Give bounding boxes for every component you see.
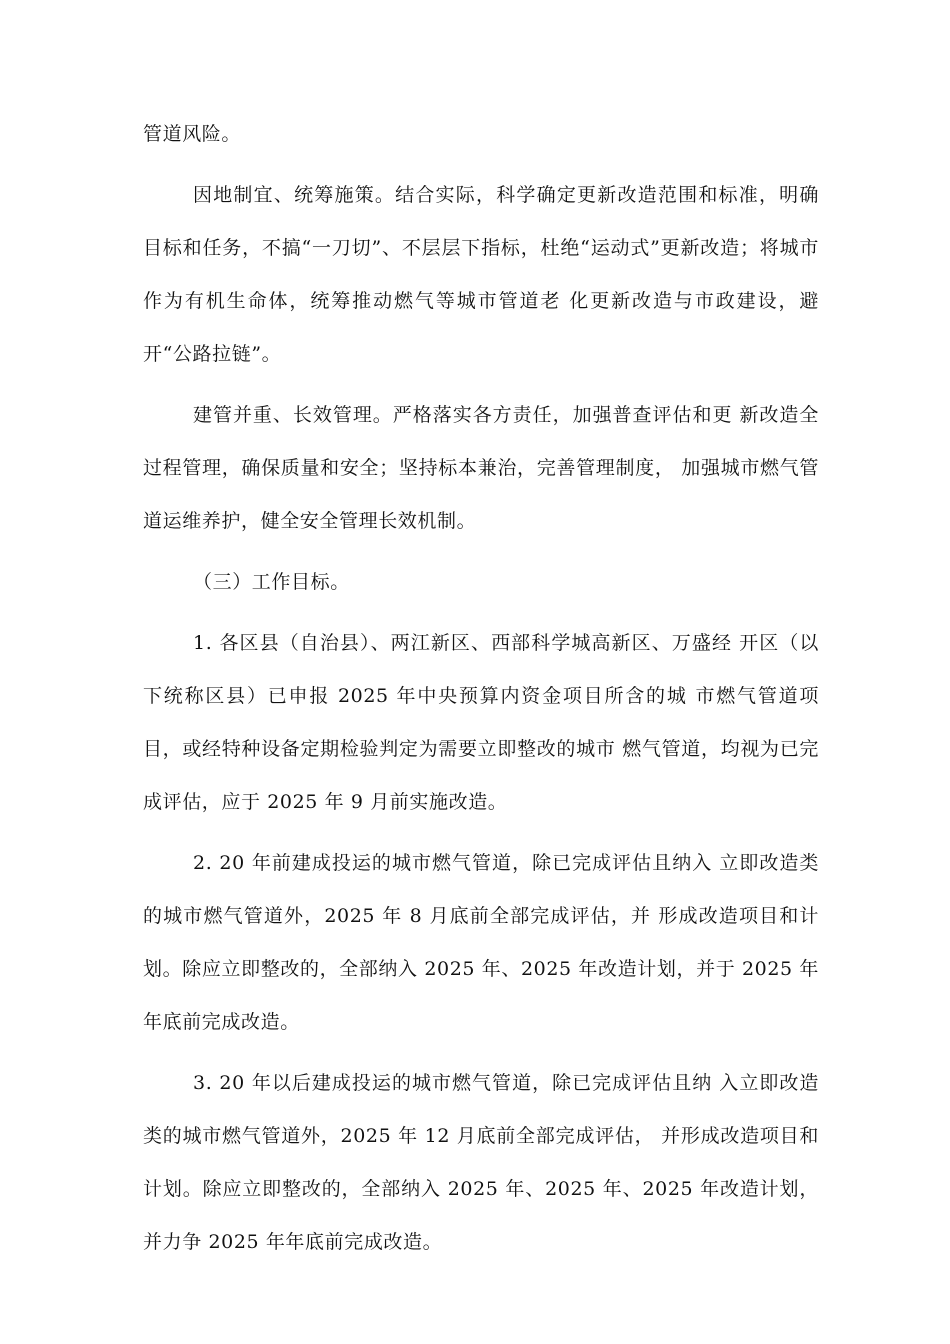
body-text	[143, 108, 819, 1269]
goal-item-2: 2. 20 年前建成投运的城市燃气管道，除已完成评估且纳入 立即改造类的城市燃气管道外，2025 年 8 月底前全部完成评估，并 形成改造项目和计划。除应立即整改的，全部纳入 2025 年、2025 年改造计划，并于 2025 年年底前完成改造。	[143, 852, 819, 1033]
paragraph-principle-local-conditions: 因地制宜、统筹施策。结合实际，科学确定更新改造范围和标准，明确目标和任务，不搞“一刀切”、不层层下指标，杜绝“运动式”更新改造；将城市作为有机生命体，统筹推动燃气等城市管道老 化更新改造与市政建设，避开“公路拉链”。	[143, 184, 819, 365]
goal-item-1: 1. 各区县（自治县）、两江新区、西部科学城高新区、万盛经 开区（以下统称区县）已申报 2025 年中央预算内资金项目所含的城 市燃气管道项目，或经特种设备定期检验判定为需要立即整改的城市 燃气管道，均视为已完成评估，应于 2025 年 9 月前实施改造。	[143, 632, 819, 813]
paragraph-principle-long-term-management: 建管并重、长效管理。严格落实各方责任，加强普查评估和更 新改造全过程管理，确保质量和安全；坚持标本兼治，完善管理制度， 加强城市燃气管道运维养护，健全安全管理长效机制。	[143, 404, 819, 532]
paragraph-continuation: 管道风险。	[143, 123, 242, 145]
goal-item-3: 3. 20 年以后建成投运的城市燃气管道，除已完成评估且纳 入立即改造类的城市燃气管道外，2025 年 12 月底前全部完成评估， 并形成改造项目和计划。除应立即整改的，全部纳入 2025 年、2025 年、2025 年改造计划，并力争 2025 年年底前完成改造。	[143, 1072, 819, 1253]
section-heading-work-goals: （三）工作目标。	[193, 571, 350, 593]
